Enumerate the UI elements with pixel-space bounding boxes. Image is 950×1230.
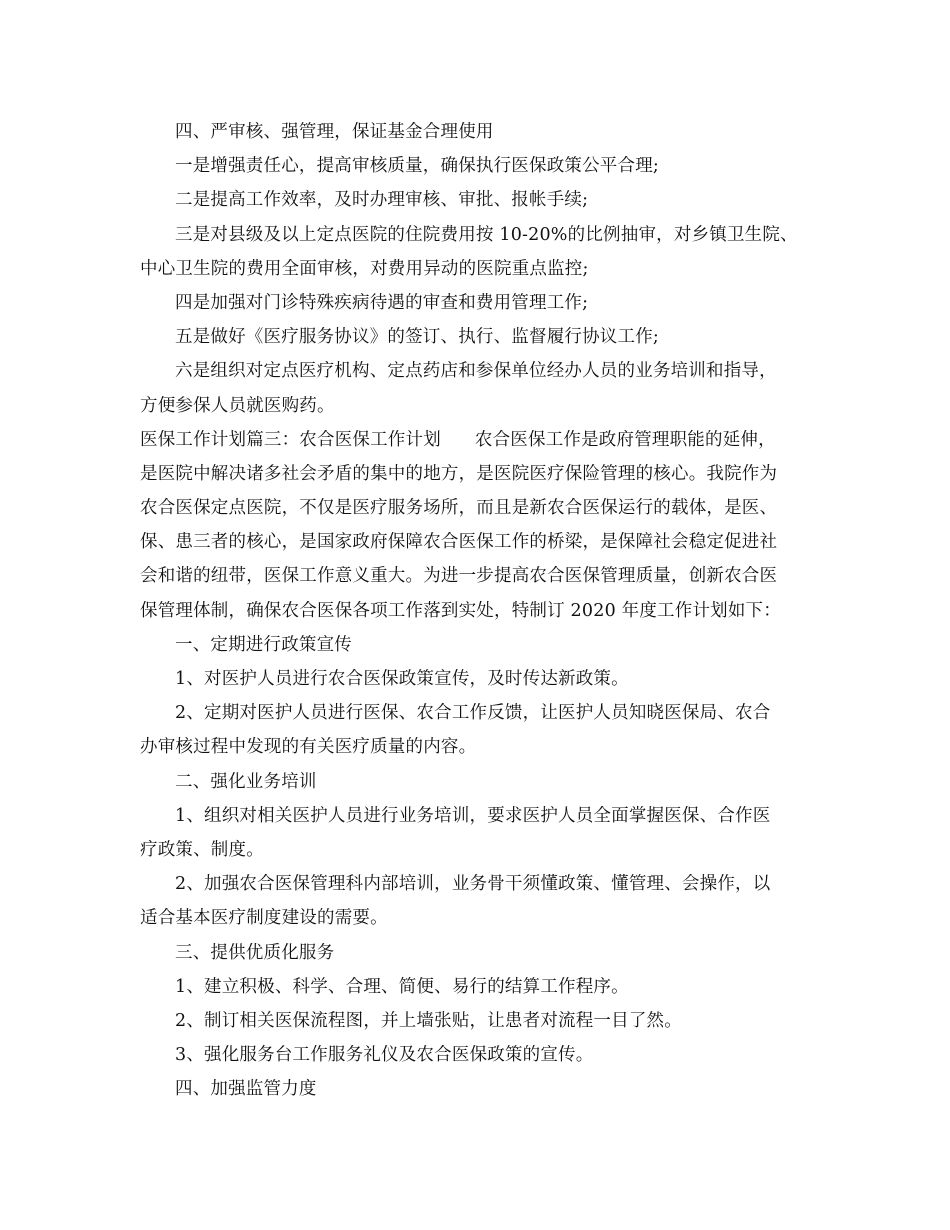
- paragraph-line: 六是组织对定点医疗机构、定点药店和参保单位经办人员的业务培训和指导，: [175, 361, 777, 382]
- paragraph-line: 保管理体制，确保农合医保各项工作落到实处，特制订 2020 年度工作计划如下：: [140, 600, 781, 621]
- paragraph-line: 保、患三者的核心，是国家政府保障农合医保工作的桥梁，是保障社会稳定促进社: [140, 532, 778, 553]
- paragraph-start: 农合医保工作是政府管理职能的延伸，: [474, 429, 776, 450]
- paragraph-line: 一是增强责任心，提高审核质量，确保执行医保政策公平合理;: [175, 156, 659, 177]
- document-page: [140, 115, 820, 1106]
- chapter-heading-line: [140, 423, 820, 457]
- section-heading: 四、严审核、强管理，保证基金合理使用: [175, 122, 494, 142]
- paragraph-line: 适合基本医疗制度建设的需要。: [140, 908, 388, 929]
- paragraph-line: 1、对医护人员进行农合医保政策宣传，及时传达新政策。: [175, 669, 629, 689]
- paragraph-line: 疗政策、制度。: [140, 839, 264, 860]
- paragraph-line: 农合医保定点医院，不仅是医疗服务场所，而且是新农合医保运行的载体，是医、: [140, 498, 778, 519]
- paragraph-line: 办审核过程中发现的有关医疗质量的内容。: [140, 737, 477, 758]
- chapter-title: 医保工作计划篇三：农合医保工作计划: [140, 429, 441, 450]
- paragraph-line: 1、组织对相关医护人员进行业务培训，要求医护人员全面掌握医保、合作医: [175, 805, 771, 826]
- paragraph-line: 1、建立积极、科学、合理、简便、易行的结算工作程序。: [175, 976, 629, 997]
- paragraph-line: 中心卫生院的费用全面审核，对费用异动的医院重点监控;: [140, 258, 589, 279]
- section-heading: 四、加强监管力度: [175, 1079, 317, 1100]
- section-heading: 三、提供优质化服务: [175, 942, 335, 963]
- paragraph-line: 二是提高工作效率，及时办理审核、审批、报帐手续;: [175, 190, 589, 211]
- paragraph-line: 方便参保人员就医购药。: [140, 395, 335, 416]
- paragraph-line: 五是做好《医疗服务协议》的签订、执行、监督履行协议工作;: [175, 327, 659, 348]
- paragraph-line: 三是对县级及以上定点医院的住院费用按 10-20%的比例抽审，对乡镇卫生院、: [175, 224, 798, 245]
- section-heading: 一、定期进行政策宣传: [175, 634, 352, 655]
- paragraph-line: 四是加强对门诊特殊疾病待遇的审查和费用管理工作;: [175, 292, 589, 313]
- paragraph-line: 3、强化服务台工作服务礼仪及农合医保政策的宣传。: [175, 1045, 594, 1066]
- paragraph-line: 是医院中解决诸多社会矛盾的集中的地方，是医院医疗保险管理的核心。我院作为: [140, 463, 778, 484]
- section-heading: 二、强化业务培训: [175, 771, 317, 792]
- paragraph-line: 2、加强农合医保管理科内部培训，业务骨干须懂政策、懂管理、会操作，以: [175, 874, 771, 895]
- paragraph-line: 2、制订相关医保流程图，并上墙张贴，让患者对流程一目了然。: [175, 1010, 682, 1031]
- paragraph-line: 2、定期对医护人员进行医保、农合工作反馈，让医护人员知晓医保局、农合: [175, 703, 771, 724]
- paragraph-line: 会和谐的纽带，医保工作意义重大。为进一步提高农合医保管理质量，创新农合医: [140, 566, 778, 587]
